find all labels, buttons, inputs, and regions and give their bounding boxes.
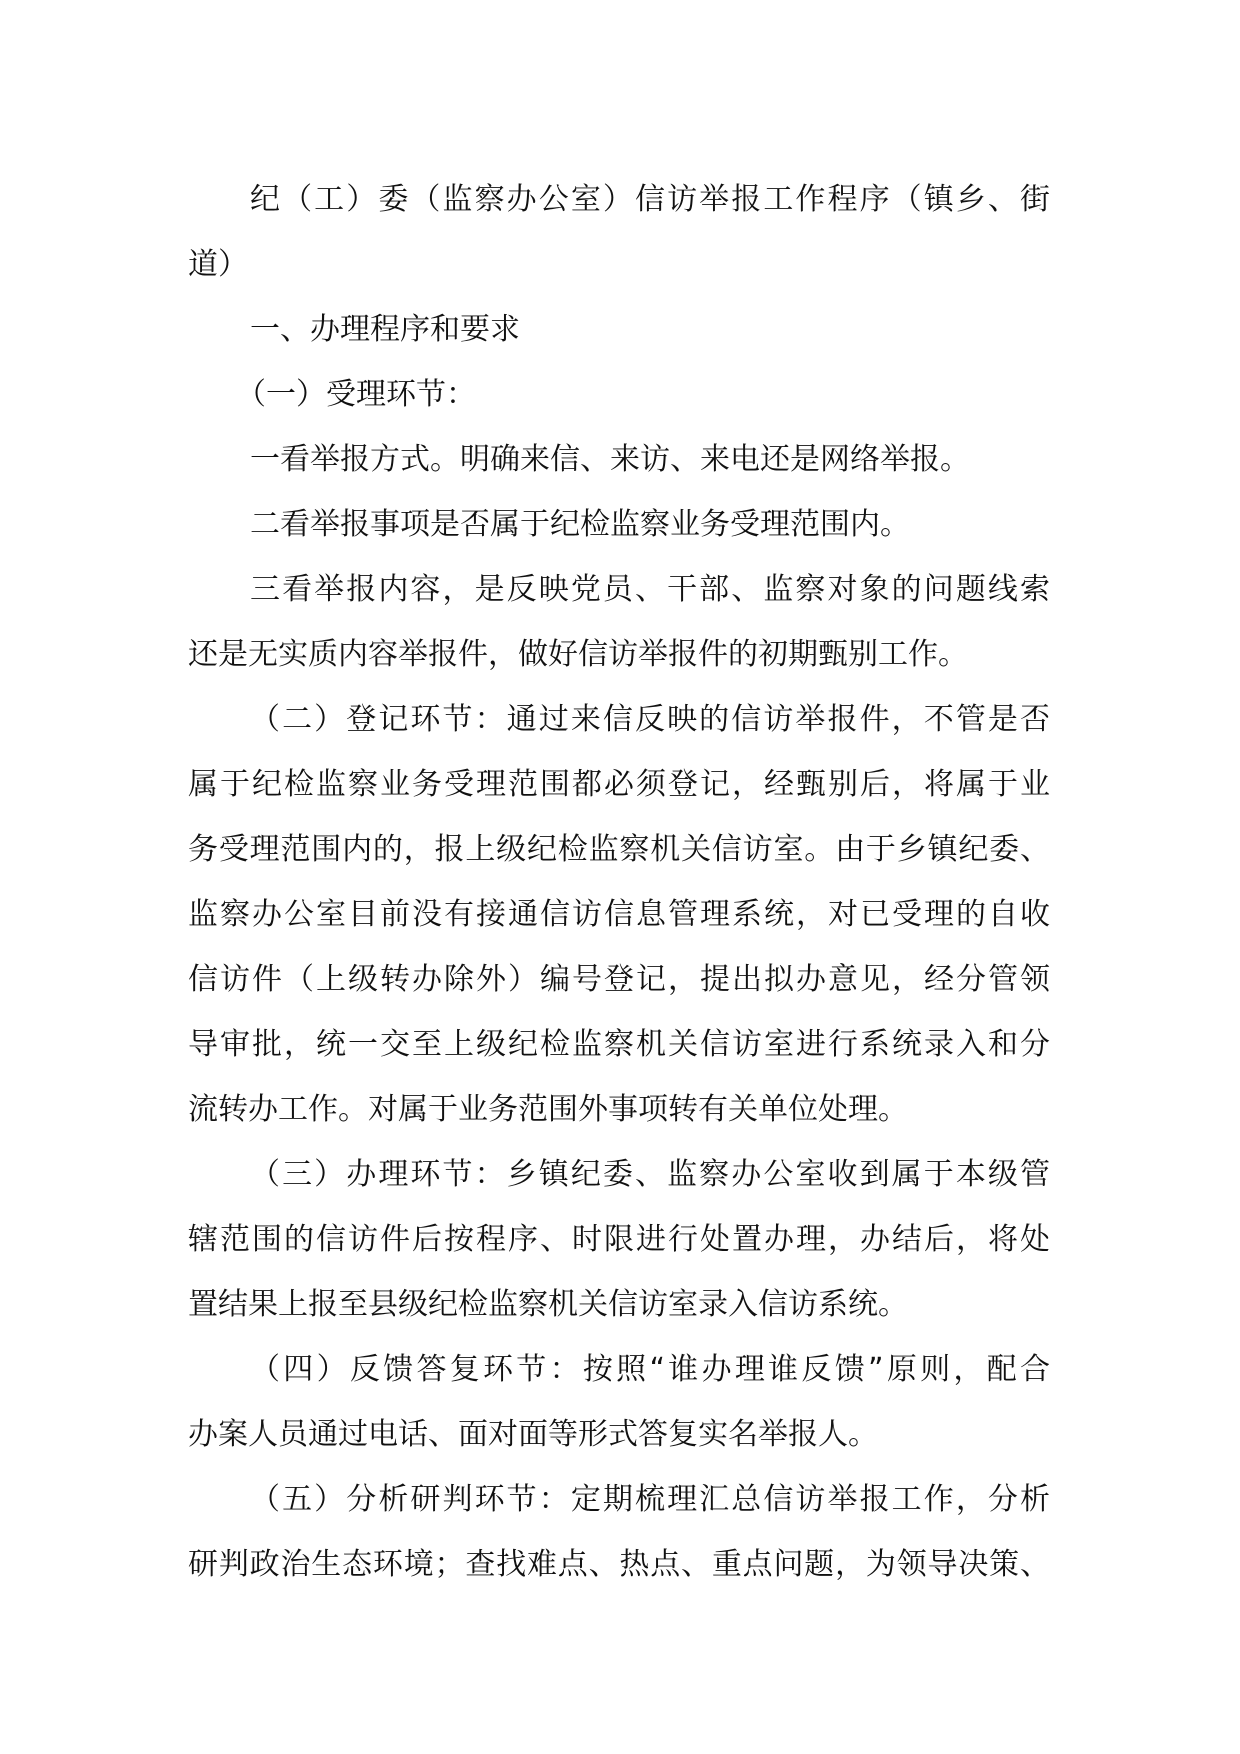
paragraph-line: 二看举报事项是否属于纪检监察业务受理范围内。 [250, 507, 910, 542]
document-title-line-2: 道） [188, 247, 248, 282]
paragraph-line: （三）办理环节：乡镇纪委、监察办公室收到属于本级管 [250, 1157, 1050, 1192]
paragraph-line: （五）分析研判环节：定期梳理汇总信访举报工作，分析 [250, 1482, 1050, 1517]
paragraph-line: 流转办工作。对属于业务范围外事项转有关单位处理。 [188, 1092, 908, 1127]
paragraph-line: 监察办公室目前没有接通信访信息管理系统，对已受理的自收 [188, 897, 1050, 932]
paragraph-line: 研判政治生态环境；查找难点、热点、重点问题，为领导决策、 [188, 1547, 1050, 1582]
paragraph-line: 属于纪检监察业务受理范围都必须登记，经甄别后，将属于业 [188, 767, 1050, 802]
subsection-heading-acceptance: （一）受理环节： [236, 377, 476, 412]
paragraph-line: 置结果上报至县级纪检监察机关信访室录入信访系统。 [188, 1287, 908, 1322]
paragraph-line: 三看举报内容，是反映党员、干部、监察对象的问题线索 [250, 572, 1050, 607]
paragraph-line: 务受理范围内的，报上级纪检监察机关信访室。由于乡镇纪委、 [188, 832, 1050, 867]
paragraph-line: 辖范围的信访件后按程序、时限进行处置办理，办结后，将处 [188, 1222, 1050, 1257]
paragraph-line: 办案人员通过电话、面对面等形式答复实名举报人。 [188, 1417, 878, 1452]
paragraph-line: 还是无实质内容举报件，做好信访举报件的初期甄别工作。 [188, 637, 968, 672]
paragraph-line: 导审批，统一交至上级纪检监察机关信访室进行系统录入和分 [188, 1027, 1050, 1062]
document-page [188, 167, 1050, 1597]
paragraph-line: 信访件（上级转办除外）编号登记，提出拟办意见，经分管领 [188, 962, 1050, 997]
section-heading: 一、办理程序和要求 [250, 312, 520, 347]
paragraph-line: （四）反馈答复环节：按照“谁办理谁反馈”原则，配合 [250, 1352, 1050, 1387]
paragraph-line: 一看举报方式。明确来信、来访、来电还是网络举报。 [250, 442, 970, 477]
document-title-line-1: 纪（工）委（监察办公室）信访举报工作程序（镇乡、街 [250, 182, 1050, 217]
paragraph-line: （二）登记环节：通过来信反映的信访举报件，不管是否 [250, 702, 1050, 737]
